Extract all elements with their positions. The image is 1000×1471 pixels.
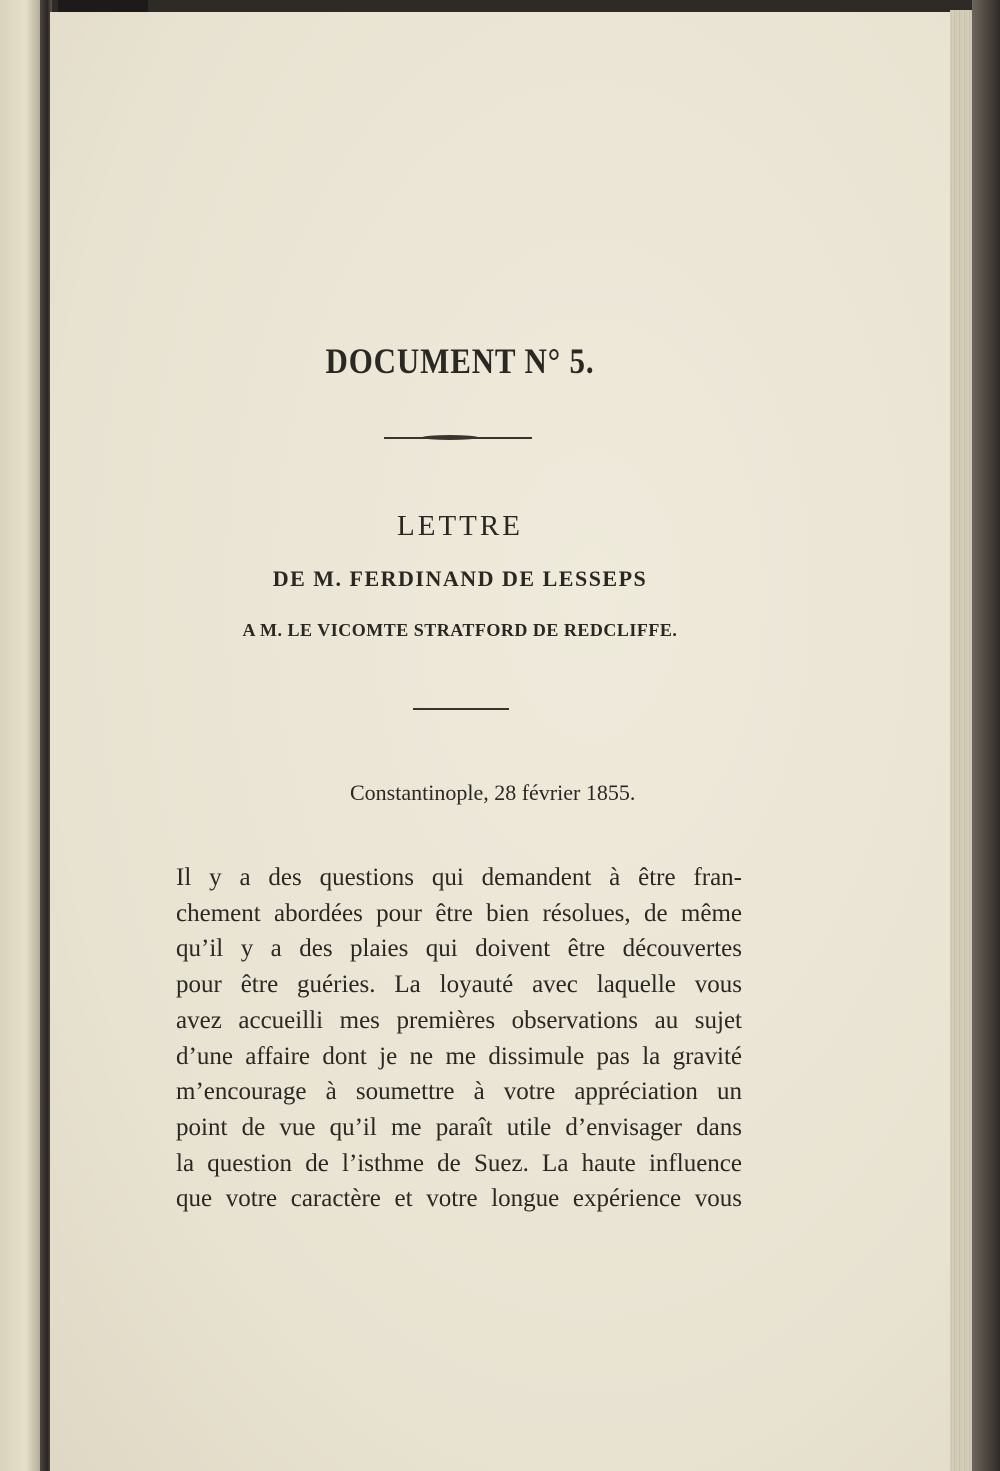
letter-recipient: A M. LE VICOMTE STRATFORD DE REDCLIFFE. <box>242 620 678 640</box>
section-rule <box>413 708 509 710</box>
letter-body <box>176 860 742 1217</box>
body-line: d’une affaire dont je ne me dissimule pas la gravité <box>176 1042 742 1070</box>
document-title: DOCUMENT N° 5. <box>325 341 595 381</box>
body-line: Il y a des questions qui demandent à être fran- <box>176 864 742 891</box>
body-line: avez accueilli mes premières observations au sujet <box>176 1006 742 1034</box>
page-edge-shadow <box>972 0 1000 1471</box>
letter-heading: LETTRE <box>397 510 523 542</box>
body-line: pour être guéries. La loyauté avec laquelle vous <box>176 971 742 999</box>
book-page <box>50 12 952 1471</box>
body-line: chement abordées pour être bien résolues, de même <box>176 899 742 927</box>
body-line: point de vue qu’il me paraît utile d’envisager dans <box>176 1113 742 1141</box>
body-line: que votre caractère et votre longue expérience vous <box>176 1185 742 1213</box>
body-line: qu’il y a des plaies qui doivent être découvertes <box>176 935 742 963</box>
letter-author: DE M. FERDINAND DE LESSEPS <box>272 566 648 591</box>
ornamental-rule <box>384 437 532 439</box>
body-line: la question de l’isthme de Suez. La haute influence <box>176 1149 742 1177</box>
body-line: m’encourage à soumettre à votre appréciation un <box>176 1078 742 1106</box>
dateline: Constantinople, 28 février 1855. <box>350 780 636 805</box>
